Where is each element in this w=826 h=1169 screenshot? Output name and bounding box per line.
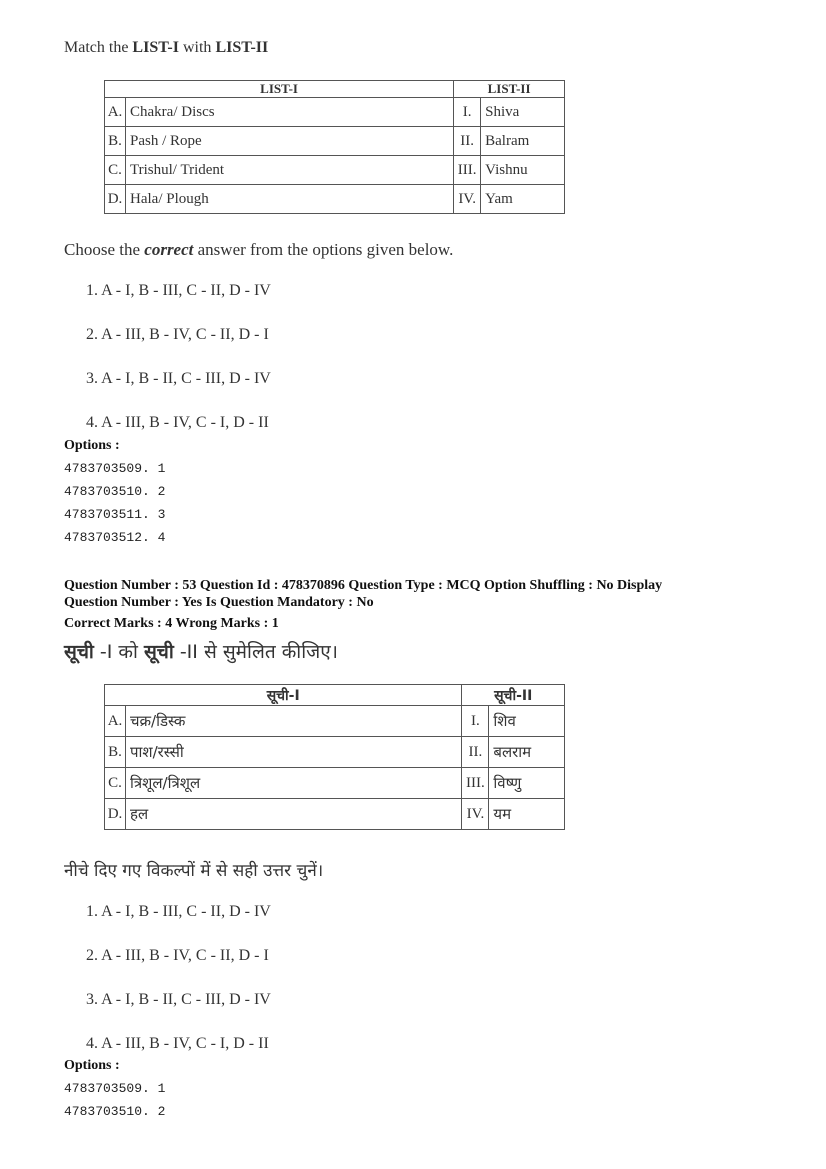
q52-heading-list2: LIST-II — [215, 39, 269, 56]
q53-col1-header: सूची-I — [105, 685, 462, 706]
row-item: हल — [126, 799, 462, 830]
row-item: Pash / Rope — [126, 127, 454, 156]
table-row — [105, 98, 565, 127]
q53-instruction: नीचे दिए गए विकल्पों में से सही उत्तर चुनें। — [64, 861, 324, 881]
q53-option-id-1: 4783703509. 1 — [64, 1081, 166, 1096]
q52-option-4: 4. A - III, B - IV, C - I, D - II — [86, 414, 269, 431]
row-match: विष्णु — [489, 768, 565, 799]
row-letter: B. — [105, 737, 126, 768]
table-header-row — [105, 81, 565, 98]
q53-heading — [64, 638, 338, 664]
row-letter: A. — [105, 706, 126, 737]
row-letter: C. — [105, 768, 126, 799]
q52-instruction-pre: Choose the — [64, 240, 145, 259]
row-numeral: I. — [454, 98, 481, 127]
row-letter: C. — [105, 156, 126, 185]
row-numeral: I. — [462, 706, 489, 737]
table-row — [105, 127, 565, 156]
q52-option-id-4: 4783703512. 4 — [64, 530, 166, 545]
q52-option-id-3: 4783703511. 3 — [64, 507, 166, 522]
q52-heading — [64, 39, 268, 57]
row-letter: D. — [105, 799, 126, 830]
q53-heading-mid: -I को — [93, 641, 144, 663]
q53-meta-line-1: Question Number : 53 Question Id : 478370896 Question Type : MCQ Option Shuffling : No Display — [64, 578, 663, 593]
row-match: Balram — [481, 127, 565, 156]
q53-heading-list1: सूची — [64, 641, 94, 663]
q53-meta-line-3: Correct Marks : 4 Wrong Marks : 1 — [64, 616, 279, 631]
row-numeral: IV. — [462, 799, 489, 830]
row-match: यम — [489, 799, 565, 830]
q53-meta-line-2: Question Number : Yes Is Question Mandatory : No — [64, 595, 374, 610]
q53-options-label: Options : — [64, 1058, 120, 1073]
row-item: चक्र/डिस्क — [126, 706, 462, 737]
q53-heading-post: से सुमेलित कीजिए। — [203, 641, 338, 663]
row-item: Hala/ Plough — [126, 185, 454, 214]
q53-option-4: 4. A - III, B - IV, C - I, D - II — [86, 1035, 269, 1052]
row-match: शिव — [489, 706, 565, 737]
table-header-row — [105, 685, 565, 706]
q52-option-id-1: 4783703509. 1 — [64, 461, 166, 476]
q53-heading-list2: सूची — [143, 641, 174, 663]
q52-options-label: Options : — [64, 438, 120, 453]
table-row — [105, 737, 565, 768]
row-letter: D. — [105, 185, 126, 214]
q53-option-3: 3. A - I, B - II, C - III, D - IV — [86, 991, 271, 1008]
q52-instruction — [64, 240, 453, 260]
q52-heading-list1: LIST-I — [132, 39, 179, 56]
q52-option-2: 2. A - III, B - IV, C - II, D - I — [86, 326, 269, 343]
table-row — [105, 799, 565, 830]
row-match: बलराम — [489, 737, 565, 768]
q53-col2-header: सूची-II — [462, 685, 565, 706]
row-numeral: III. — [454, 156, 481, 185]
row-numeral: II. — [454, 127, 481, 156]
q52-heading-mid: with — [178, 39, 216, 56]
q53-option-1: 1. A - I, B - III, C - II, D - IV — [86, 903, 271, 920]
row-numeral: III. — [462, 768, 489, 799]
q53-option-id-2: 4783703510. 2 — [64, 1104, 166, 1119]
q52-instruction-post: answer from the options given below. — [193, 240, 454, 259]
row-match: Vishnu — [481, 156, 565, 185]
table-row — [105, 768, 565, 799]
q52-option-id-2: 4783703510. 2 — [64, 484, 166, 499]
row-item: त्रिशूल/त्रिशूल — [126, 768, 462, 799]
row-item: Chakra/ Discs — [126, 98, 454, 127]
row-item: Trishul/ Trident — [126, 156, 454, 185]
row-numeral: II. — [462, 737, 489, 768]
row-numeral: IV. — [454, 185, 481, 214]
q53-match-table — [104, 684, 565, 830]
table-row — [105, 706, 565, 737]
q52-match-table — [104, 80, 565, 214]
row-item: पाश/रस्सी — [126, 737, 462, 768]
q52-instruction-emphasis: correct — [144, 240, 194, 259]
q52-col2-header: LIST-II — [454, 81, 565, 98]
q52-col1-header: LIST-I — [105, 81, 454, 98]
row-match: Yam — [481, 185, 565, 214]
q53-option-2: 2. A - III, B - IV, C - II, D - I — [86, 947, 269, 964]
q52-heading-pre: Match the — [64, 39, 133, 56]
q52-option-3: 3. A - I, B - II, C - III, D - IV — [86, 370, 271, 387]
q53-heading-numeral: -II — [173, 641, 204, 663]
table-row — [105, 156, 565, 185]
row-letter: B. — [105, 127, 126, 156]
row-letter: A. — [105, 98, 126, 127]
row-match: Shiva — [481, 98, 565, 127]
table-row — [105, 185, 565, 214]
q52-option-1: 1. A - I, B - III, C - II, D - IV — [86, 282, 271, 299]
